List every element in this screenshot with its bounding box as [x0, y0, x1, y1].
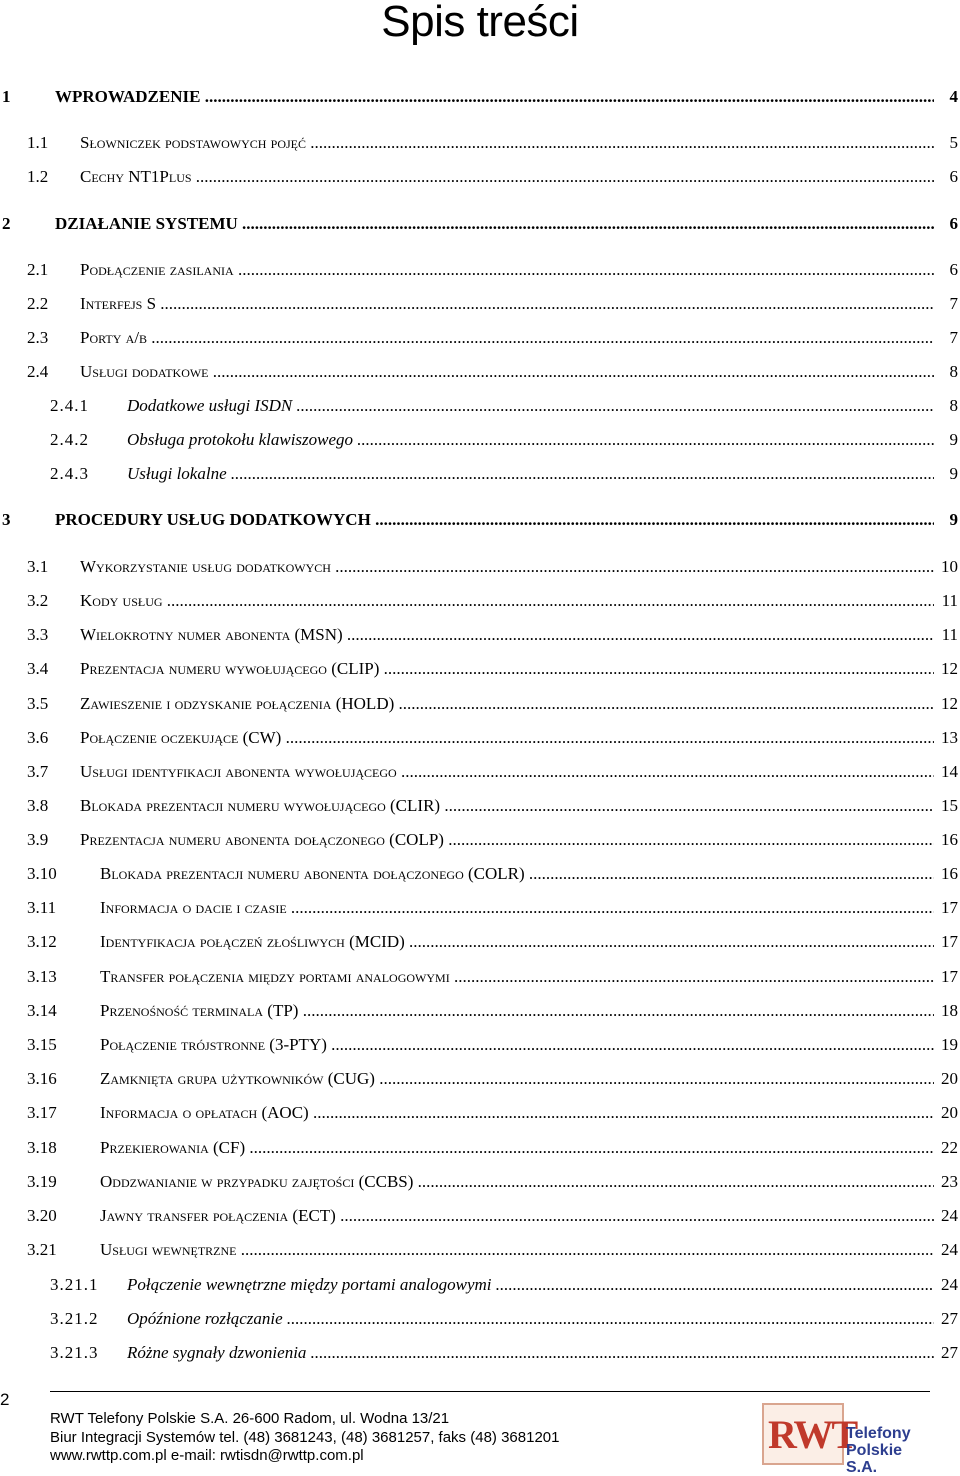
toc-entry-title: Połączenie oczekujące (CW) .....: [80, 725, 934, 751]
toc-entry-page: 13: [940, 725, 958, 751]
toc-entry-number: 3.20: [27, 1206, 57, 1225]
logo-name-line2: Polskie S.A.: [846, 1442, 903, 1476]
toc-entry[interactable]: [0, 1306, 960, 1332]
toc-entry-title: Usługi wewnętrzne .....: [100, 1237, 934, 1263]
toc-entry-page: 20: [940, 1066, 958, 1092]
toc-entry-number: 1.1: [27, 133, 49, 152]
toc-entry-page: 22: [940, 1135, 958, 1161]
toc-entry-number: 3.2: [27, 591, 49, 610]
toc-entry[interactable]: [0, 1032, 960, 1058]
toc-entry[interactable]: [0, 164, 960, 190]
toc-entry-title: Zawieszenie i odzyskanie połączenia (HOLD) .....: [80, 691, 934, 717]
toc-entry-number: 3.12: [27, 932, 57, 951]
logo-name: [846, 1425, 934, 1476]
toc-entry[interactable]: [0, 929, 960, 955]
toc-entry-title: Prezentacja numeru abonenta dołączonego (COLP) .....: [80, 827, 934, 853]
toc-entry-number: 2.1: [27, 260, 49, 279]
toc-entry-number: 2.4.1: [50, 396, 89, 415]
toc-entry-number: 3.1: [27, 557, 49, 576]
toc-entry-page: 9: [949, 427, 959, 453]
toc-entry-title: Informacja o opłatach (AOC) .....: [100, 1100, 934, 1126]
toc-entry-number: 2.4.3: [50, 464, 89, 483]
toc-entry[interactable]: [0, 507, 960, 533]
toc-entry[interactable]: [0, 759, 960, 785]
toc-entry[interactable]: [0, 257, 960, 283]
toc-entry-page: 15: [940, 793, 958, 819]
toc-entry-title: Przenośność terminala (TP) .....: [100, 998, 934, 1024]
toc-entry-title: WPROWADZENIE .....: [55, 84, 934, 110]
toc-entry-page: 27: [940, 1306, 958, 1332]
toc-entry-number: 2.4.2: [50, 430, 89, 449]
toc-entry-title: Usługi lokalne .....: [127, 461, 934, 487]
toc-entry[interactable]: [0, 622, 960, 648]
toc-entry-page: 5: [949, 130, 959, 156]
toc-entry-number: 3.17: [27, 1103, 57, 1122]
toc-entry-page: 24: [940, 1203, 958, 1229]
toc-entry-title: Podłączenie zasilania .....: [80, 257, 934, 283]
toc-entry-title: Informacja o dacie i czasie .....: [100, 895, 934, 921]
toc-entry-title: Jawny transfer połączenia (ECT) .....: [100, 1203, 934, 1229]
toc-entry-number: 3.19: [27, 1172, 57, 1191]
toc-entry-page: 19: [940, 1032, 958, 1058]
toc-entry-number: 3.5: [27, 694, 49, 713]
toc-entry-number: 3.14: [27, 1001, 57, 1020]
page-title: Spis treści: [381, 0, 579, 46]
toc-entry[interactable]: [0, 964, 960, 990]
toc-entry[interactable]: [0, 554, 960, 580]
toc-entry[interactable]: [0, 861, 960, 887]
toc-entry-number: 3: [2, 510, 11, 529]
toc-entry-page: 18: [940, 998, 958, 1024]
toc-entry-page: 8: [949, 393, 959, 419]
toc-entry-title: DZIAŁANIE SYSTEMU .....: [55, 211, 934, 237]
toc-entry-number: 2.2: [27, 294, 49, 313]
logo-mark: [762, 1403, 857, 1465]
toc-entry-title: Słowniczek podstawowych pojęć .....: [80, 130, 934, 156]
toc-entry-title: Cechy NT1Plus .....: [80, 164, 934, 190]
toc-entry[interactable]: [0, 1066, 960, 1092]
toc-entry-page: 24: [940, 1272, 958, 1298]
toc-entry[interactable]: [0, 827, 960, 853]
toc-entry-number: 2.4: [27, 362, 49, 381]
toc-entry-number: 3.8: [27, 796, 49, 815]
toc-entry-page: 12: [940, 691, 958, 717]
footer-contact: Biur Integracji Systemów tel. (48) 3681243, (48) 3681257, faks (48) 3681201: [50, 1429, 560, 1446]
toc-entry-page: 10: [940, 554, 958, 580]
toc-entry-page: 16: [940, 827, 958, 853]
toc-entry-page: 8: [949, 359, 959, 385]
toc-entry[interactable]: [0, 1169, 960, 1195]
toc-entry-title: Różne sygnały dzwonienia .....: [127, 1340, 934, 1366]
footer-address: RWT Telefony Polskie S.A. 26-600 Radom, ul. Wodna 13/21: [50, 1410, 450, 1427]
toc-entry-number: 2: [2, 214, 11, 233]
toc-entry[interactable]: [0, 656, 960, 682]
toc-entry[interactable]: [0, 998, 960, 1024]
toc-entry-number: 3.16: [27, 1069, 57, 1088]
toc-entry-page: 12: [940, 656, 958, 682]
toc-entry-number: 3.6: [27, 728, 49, 747]
toc-entry-title: Kody usług .....: [80, 588, 934, 614]
toc-entry[interactable]: [0, 793, 960, 819]
toc-entry-page: 7: [949, 325, 959, 351]
toc-entry-page: 27: [940, 1340, 958, 1366]
toc-entry-page: 17: [940, 895, 958, 921]
toc-entry-title: Obsługa protokołu klawiszowego .....: [127, 427, 934, 453]
toc-entry-number: 3.10: [27, 864, 57, 883]
toc-entry[interactable]: [0, 359, 960, 385]
toc-entry[interactable]: [0, 1203, 960, 1229]
toc-entry[interactable]: [0, 691, 960, 717]
logo-mark-text: RWT: [768, 1412, 857, 1457]
toc-entry-title: Wykorzystanie usług dodatkowych .....: [80, 554, 934, 580]
toc-entry-page: 6: [949, 257, 959, 283]
toc-entry-page: 9: [949, 507, 959, 533]
toc-entry-page: 6: [949, 211, 959, 237]
toc-entry-number: 3.21: [27, 1240, 57, 1259]
toc-entry-title: Wielokrotny numer abonenta (MSN) .....: [80, 622, 934, 648]
toc-entry-title: Transfer połączenia między portami analogowymi .....: [100, 964, 934, 990]
toc-entry-title: Blokada prezentacji numeru abonenta dołączonego (COLR) .....: [100, 861, 934, 887]
company-logo: [762, 1403, 934, 1476]
toc-entry-title: Zamknięta grupa użytkowników (CUG) .....: [100, 1066, 934, 1092]
toc-entry-title: Połączenie trójstronne (3-PTY) .....: [100, 1032, 934, 1058]
toc-entry[interactable]: [0, 427, 960, 453]
toc-entry-page: 24: [940, 1237, 958, 1263]
toc-entry-page: 16: [940, 861, 958, 887]
toc-entry-page: 7: [949, 291, 959, 317]
logo-name-line1: Telefony: [846, 1425, 911, 1442]
toc-entry-number: 3.21.2: [50, 1309, 99, 1328]
toc-entry-number: 1.2: [27, 167, 49, 186]
toc-entry-page: 11: [941, 622, 958, 648]
toc-entry[interactable]: [0, 211, 960, 237]
toc-entry[interactable]: [0, 291, 960, 317]
toc-entry-title: Blokada prezentacji numeru wywołującego (CLIR) .....: [80, 793, 934, 819]
toc-entry[interactable]: [0, 1135, 960, 1161]
toc-entry-number: 3.11: [27, 898, 57, 917]
toc-entry[interactable]: [0, 130, 960, 156]
toc-entry[interactable]: [0, 1100, 960, 1126]
toc-entry-title: PROCEDURY USŁUG DODATKOWYCH .....: [55, 507, 934, 533]
toc-entry[interactable]: [0, 725, 960, 751]
toc-entry-title: Usługi identyfikacji abonenta wywołującego .....: [80, 759, 934, 785]
toc-entry-number: 3.9: [27, 830, 49, 849]
toc-entry-title: Oddzwanianie w przypadku zajętości (CCBS) .....: [100, 1169, 934, 1195]
toc-entry-title: Opóźnione rozłączanie .....: [127, 1306, 934, 1332]
toc-entry-page: 23: [940, 1169, 958, 1195]
toc-entry-number: 3.4: [27, 659, 49, 678]
toc-entry-number: 3.7: [27, 762, 49, 781]
toc-entry-title: Przekierowania (CF) .....: [100, 1135, 934, 1161]
toc-entry[interactable]: [0, 1340, 960, 1366]
footer-web: www.rwttp.com.pl e-mail: rwtisdn@rwttp.com.pl: [50, 1447, 364, 1464]
toc-entry-page: 9: [949, 461, 959, 487]
toc-entry-number: 3.15: [27, 1035, 57, 1054]
toc-entry-number: 3.3: [27, 625, 49, 644]
toc-entry[interactable]: [0, 1272, 960, 1298]
toc-entry-title: Połączenie wewnętrzne między portami analogowymi .....: [127, 1272, 934, 1298]
toc-entry[interactable]: [0, 84, 960, 110]
toc-entry-number: 1: [2, 87, 11, 106]
toc-entry[interactable]: [0, 895, 960, 921]
toc-entry-title: Dodatkowe usługi ISDN .....: [127, 393, 934, 419]
toc-entry-number: 3.21.1: [50, 1275, 99, 1294]
toc-entry-number: 3.18: [27, 1138, 57, 1157]
toc-entry-title: Identyfikacja połączeń złośliwych (MCID) .....: [100, 929, 934, 955]
toc-entry-page: 17: [940, 929, 958, 955]
toc-entry-page: 14: [940, 759, 958, 785]
toc-entry-title: Prezentacja numeru wywołującego (CLIP) .....: [80, 656, 934, 682]
toc-entry-page: 17: [940, 964, 958, 990]
toc-entry-number: 3.21.3: [50, 1343, 99, 1362]
toc-entry[interactable]: [0, 461, 960, 487]
toc-entry-title: Porty a/b .....: [80, 325, 934, 351]
toc-entry-page: 11: [941, 588, 958, 614]
toc-entry[interactable]: [0, 1237, 960, 1263]
toc-entry-title: Usługi dodatkowe .....: [80, 359, 934, 385]
footer-divider: [50, 1391, 930, 1392]
toc-entry-number: 3.13: [27, 967, 57, 986]
toc-entry-number: 2.3: [27, 328, 49, 347]
toc-entry-page: 20: [940, 1100, 958, 1126]
toc-entry-page: 6: [949, 164, 959, 190]
toc-entry-page: 4: [949, 84, 959, 110]
side-page-number: 2: [0, 1390, 10, 1409]
toc-entry-title: Interfejs S .....: [80, 291, 934, 317]
toc-entry[interactable]: [0, 325, 960, 351]
toc-entry[interactable]: [0, 393, 960, 419]
toc-entry[interactable]: [0, 588, 960, 614]
